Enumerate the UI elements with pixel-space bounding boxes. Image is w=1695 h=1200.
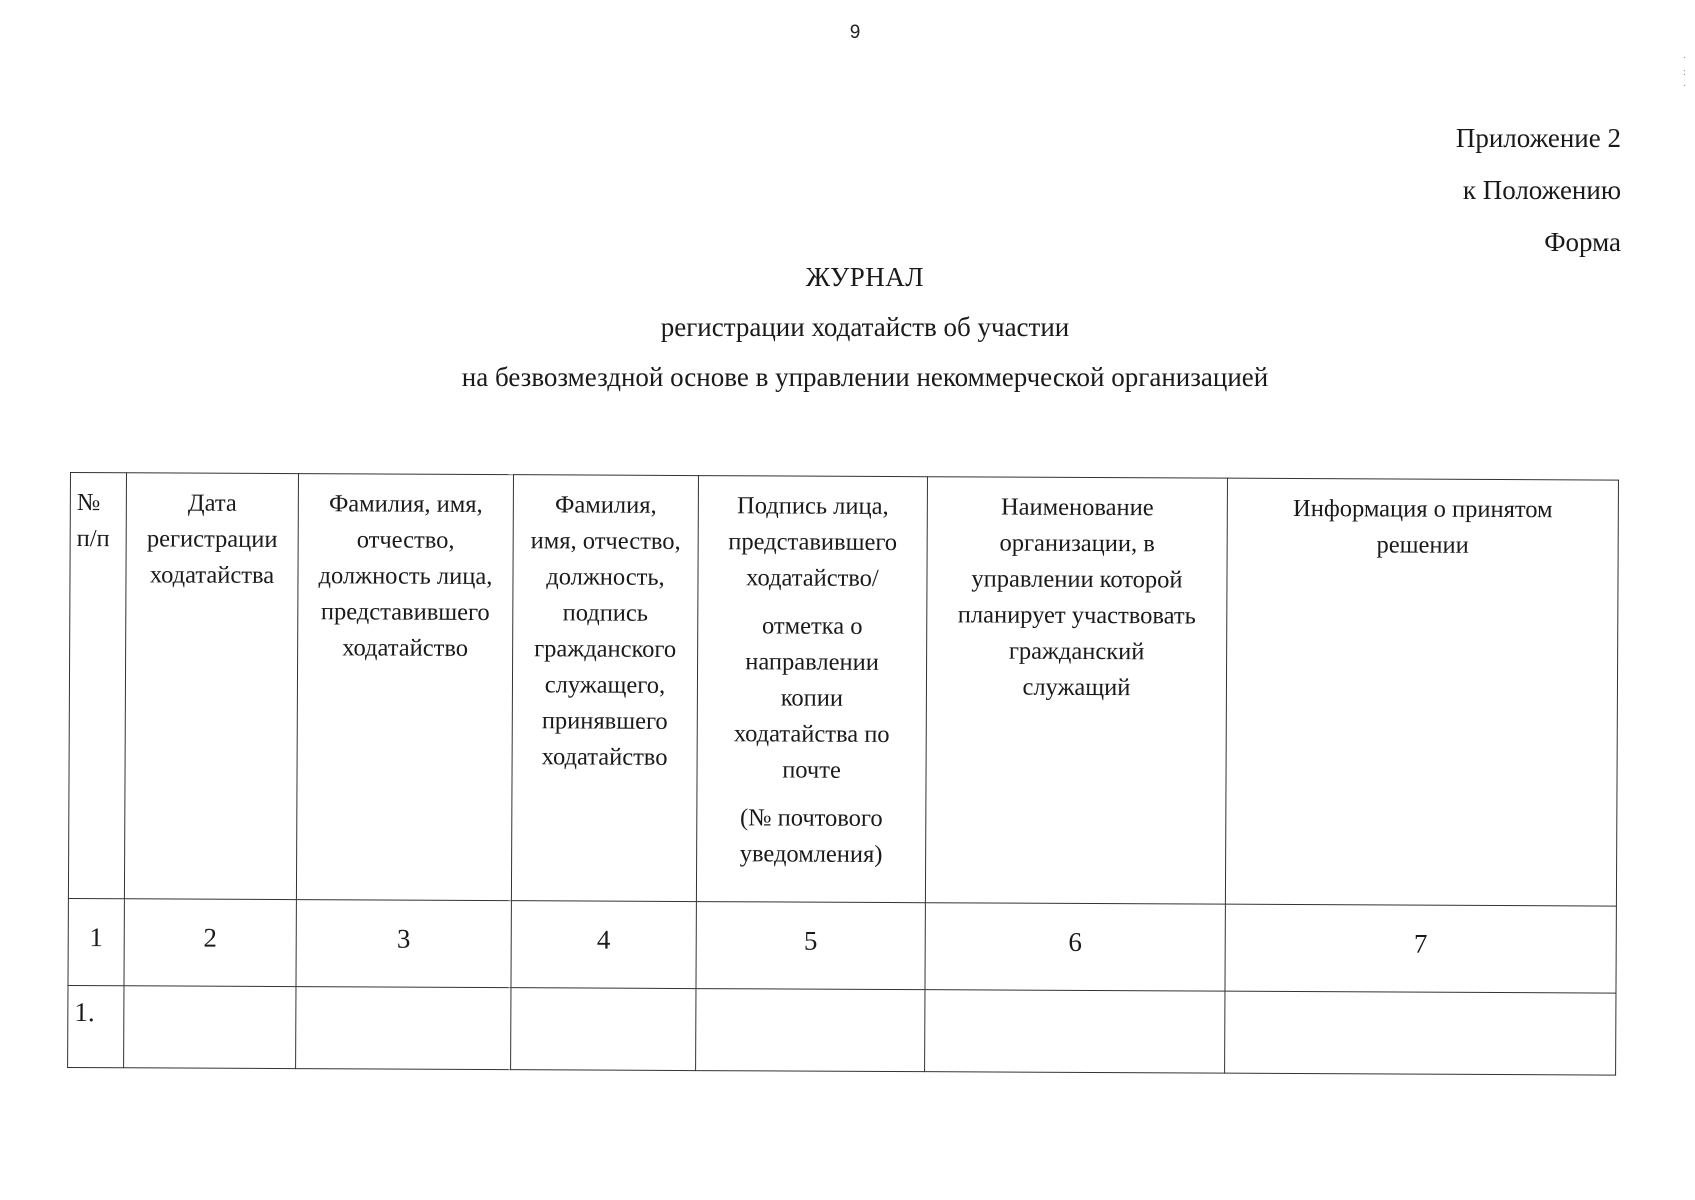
row-number-cell: 1.	[68, 985, 124, 1067]
document-subtitle-line-2: на безвозмездной основе в управлении некоммерческой организацией	[461, 362, 1269, 392]
header-line: направлении	[745, 648, 879, 676]
header-line: Фамилия, имя,	[328, 490, 483, 519]
header-line: ходатайства	[149, 561, 275, 589]
table-cell	[696, 989, 925, 1072]
header-line: гражданский	[1008, 637, 1145, 666]
table-cell	[1225, 991, 1616, 1075]
header-line: уведомления)	[739, 840, 883, 868]
journal-table	[67, 472, 1619, 1076]
document-subtitle-line-1: регистрации ходатайств об участии	[660, 312, 1070, 342]
header-line: подпись	[562, 599, 649, 627]
column-number-cell: 5	[696, 902, 925, 990]
header-line: отчество,	[356, 526, 455, 554]
header-line: управлении которой	[971, 565, 1183, 594]
header-line-gap	[698, 596, 926, 609]
header-line-gap	[697, 788, 925, 801]
header-line: гражданского	[534, 635, 677, 663]
header-line: должность,	[546, 563, 665, 591]
header-cell-receiver	[511, 475, 698, 902]
header-line: №	[76, 489, 101, 517]
header-cell-decision	[1225, 478, 1618, 906]
appendix-block	[1456, 112, 1621, 268]
table-cell	[925, 990, 1225, 1073]
header-line: представившего	[320, 598, 490, 627]
page-number: 9	[849, 22, 861, 43]
header-line: должность лица,	[318, 562, 493, 591]
header-line: представившего	[728, 528, 898, 557]
table-header-row	[68, 473, 1618, 907]
header-line: регистрации	[146, 525, 278, 554]
scan-artifact: · : ·	[1683, 53, 1687, 92]
column-number-cell: 7	[1225, 904, 1616, 993]
header-line: Наименование	[1000, 493, 1154, 522]
table-row	[68, 985, 1616, 1075]
header-line: планирует участвовать	[957, 601, 1196, 630]
header-line: принявшего	[541, 707, 668, 735]
column-number-cell: 1	[68, 898, 124, 985]
header-line: Фамилия,	[554, 491, 657, 519]
table-cell	[124, 986, 296, 1069]
header-line: ходатайство	[541, 743, 668, 771]
header-line: служащий	[1022, 673, 1131, 702]
header-line: почте	[782, 756, 841, 784]
table-cell	[296, 987, 511, 1070]
table-cell	[511, 988, 696, 1071]
header-cell-number	[68, 473, 126, 899]
header-line: ходатайство	[342, 634, 469, 662]
header-line: Информация о принятом	[1292, 494, 1553, 524]
header-line: отметка о	[761, 612, 863, 640]
header-cell-organization	[925, 477, 1227, 904]
appendix-line-1: Приложение 2	[1455, 123, 1621, 153]
header-cell-signature	[696, 476, 927, 903]
appendix-line-2: к Положению	[1462, 175, 1621, 205]
header-line: копии	[780, 684, 844, 712]
appendix-line-3: Форма	[1544, 227, 1621, 257]
header-line: Подпись лица,	[736, 492, 889, 521]
header-line: служащего,	[544, 671, 666, 699]
column-number-cell: 6	[925, 903, 1225, 991]
header-line: п/п	[76, 525, 110, 553]
header-line: решении	[1376, 531, 1469, 559]
header-line: имя, отчество,	[530, 527, 681, 555]
column-number-cell: 4	[511, 901, 696, 989]
table-column-number-row	[68, 898, 1616, 993]
header-cell-applicant	[296, 474, 513, 901]
column-number-cell: 2	[124, 899, 296, 987]
header-line: ходатайства по	[733, 720, 890, 749]
column-number-cell: 3	[296, 900, 511, 988]
header-line: (№ почтового	[739, 804, 883, 832]
header-cell-registration-date	[124, 473, 298, 900]
header-line: Дата	[187, 489, 237, 517]
header-line: организации, в	[999, 529, 1155, 558]
document-title: ЖУРНАЛ	[805, 262, 925, 292]
header-line: ходатайство/	[746, 564, 879, 592]
